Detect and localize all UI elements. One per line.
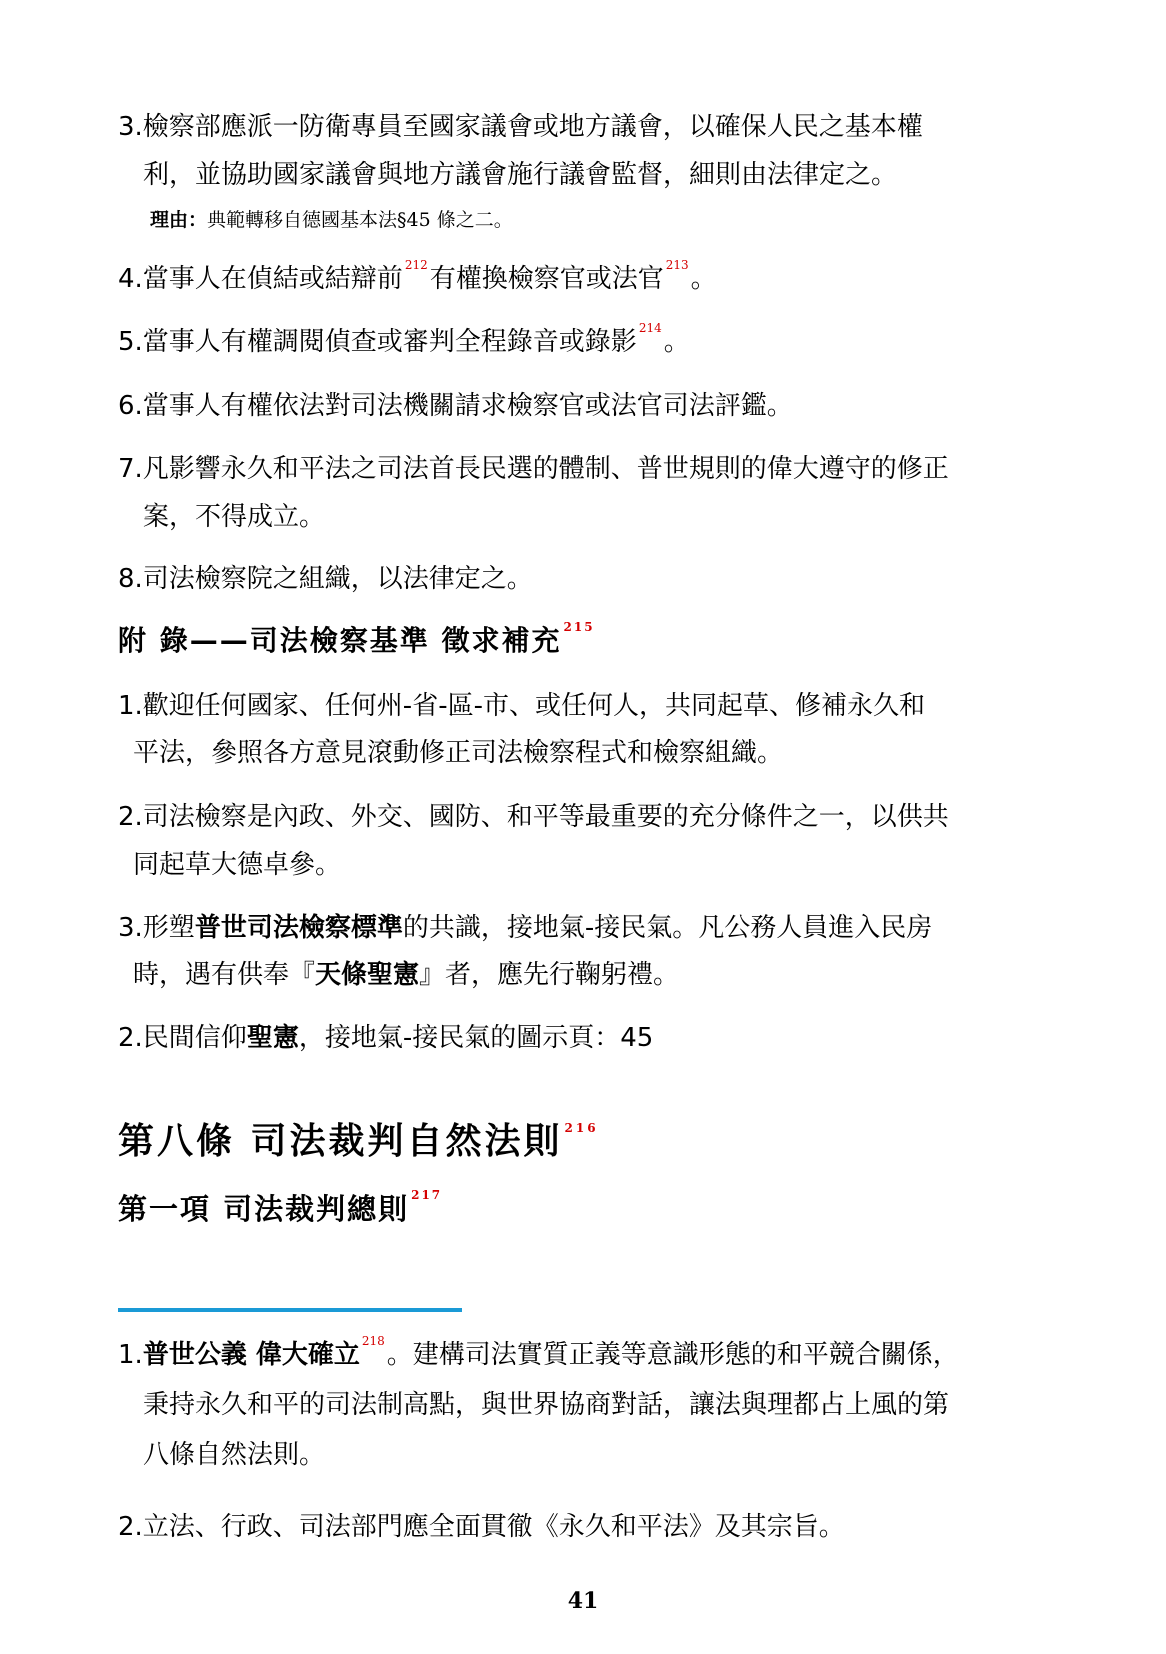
paragraph-3-line-1: 3.檢察部應派一防衛專員至國家議會或地方議會，以確保人民之基本權 <box>118 112 923 142</box>
reason-label: 理由： <box>150 209 208 231</box>
section-item-1-line-3: 八條自然法則。 <box>143 1440 326 1470</box>
appendix-item-3-line-2-b: 』者，應先行鞠躬禮。 <box>419 960 680 990</box>
paragraph-3-line-2: 利，並協助國家議會與地方議會施行議會監督，細則由法律定之。 <box>143 160 898 190</box>
appendix-item-3-bold: 普世司法檢察標準 <box>194 913 403 943</box>
appendix-item-3-suffix: 的共識，接地氣-接民氣。凡公務人員進入民房 <box>402 913 933 943</box>
paragraph-7-line-1: 7.凡影響永久和平法之司法首長民選的體制、普世規則的偉大遵守的修正 <box>118 454 949 484</box>
section-item-1-suffix: 。建構司法實質正義等意識形態的和平競合關係， <box>386 1340 959 1370</box>
appendix-item-2-line-1: 2.司法檢察是內政、外交、國防、和平等最重要的充分條件之一，以供共 <box>118 802 949 832</box>
footnote-ref-218[interactable]: 218 <box>361 1334 385 1348</box>
paragraph-5-text-b: 。 <box>663 327 690 357</box>
section-heading <box>118 1188 444 1226</box>
footnote-ref-215[interactable]: 215 <box>563 620 595 634</box>
appendix-item-3-prefix: 3.形塑 <box>118 913 195 943</box>
appendix-item-4-prefix: 2.民間信仰 <box>118 1023 247 1053</box>
paragraph-5 <box>118 321 690 359</box>
section-underline <box>118 1308 462 1312</box>
footnote-ref-213[interactable]: 213 <box>665 258 689 272</box>
paragraph-6: 6.當事人有權依法對司法機關請求檢察官或法官司法評鑑。 <box>118 391 793 421</box>
appendix-item-3-line-2-bold: 天條聖憲 <box>315 960 420 990</box>
footnote-ref-214[interactable]: 214 <box>638 321 662 335</box>
footnote-ref-216[interactable]: 216 <box>564 1121 599 1135</box>
article-title: 第八條 司法裁判自然法則 <box>118 1121 563 1162</box>
paragraph-4-text-c: 。 <box>690 264 717 294</box>
section-item-2: 2.立法、行政、司法部門應全面貫徹《永久和平法》及其宗旨。 <box>118 1512 845 1542</box>
appendix-item-3-line-2 <box>133 958 679 992</box>
appendix-item-1-line-2: 平法，參照各方意見滾動修正司法檢察程式和檢察組織。 <box>133 738 784 768</box>
appendix-heading <box>118 620 597 658</box>
paragraph-5-text-a: 5.當事人有權調閱偵查或審判全程錄音或錄影 <box>118 327 637 357</box>
reason-text: 典範轉移自德國基本法§45 條之二。 <box>207 209 513 231</box>
section-item-1-number: 1. <box>118 1340 143 1370</box>
section-item-1-line-1 <box>118 1334 959 1372</box>
paragraph-4 <box>118 258 717 296</box>
section-title: 第一項 司法裁判總則 <box>118 1192 410 1226</box>
footnote-ref-217[interactable]: 217 <box>411 1188 443 1202</box>
appendix-item-4 <box>118 1021 653 1055</box>
article-heading <box>118 1120 601 1164</box>
appendix-item-3-line-1 <box>118 911 932 945</box>
appendix-item-1-line-1: 1.歡迎任何國家、任何州-省-區-市、或任何人，共同起草、修補永久和 <box>118 691 925 721</box>
section-item-1-line-2: 秉持永久和平的司法制高點，與世界協商對話，讓法與理都占上風的第 <box>143 1390 950 1420</box>
footnote-ref-212[interactable]: 212 <box>404 258 428 272</box>
appendix-item-3-line-2-a: 時，遇有供奉『 <box>133 960 316 990</box>
section-item-1-bold: 普世公義 偉大確立 <box>142 1340 360 1370</box>
appendix-item-4-suffix: ，接地氣-接民氣的圖示頁：45 <box>298 1023 654 1053</box>
appendix-item-2-line-2: 同起草大德卓參。 <box>133 850 342 880</box>
paragraph-4-text-a: 4.當事人在偵結或結辯前 <box>118 264 403 294</box>
paragraph-4-text-b: 有權換檢察官或法官 <box>429 264 664 294</box>
appendix-item-4-bold: 聖憲 <box>246 1023 299 1053</box>
reason-note <box>150 207 513 233</box>
page-number: 41 <box>567 1588 599 1614</box>
paragraph-8: 8.司法檢察院之組織，以法律定之。 <box>118 564 533 594</box>
paragraph-7-line-2: 案，不得成立。 <box>143 502 326 532</box>
appendix-title: 附 錄——司法檢察基準 徵求補充 <box>118 624 562 657</box>
